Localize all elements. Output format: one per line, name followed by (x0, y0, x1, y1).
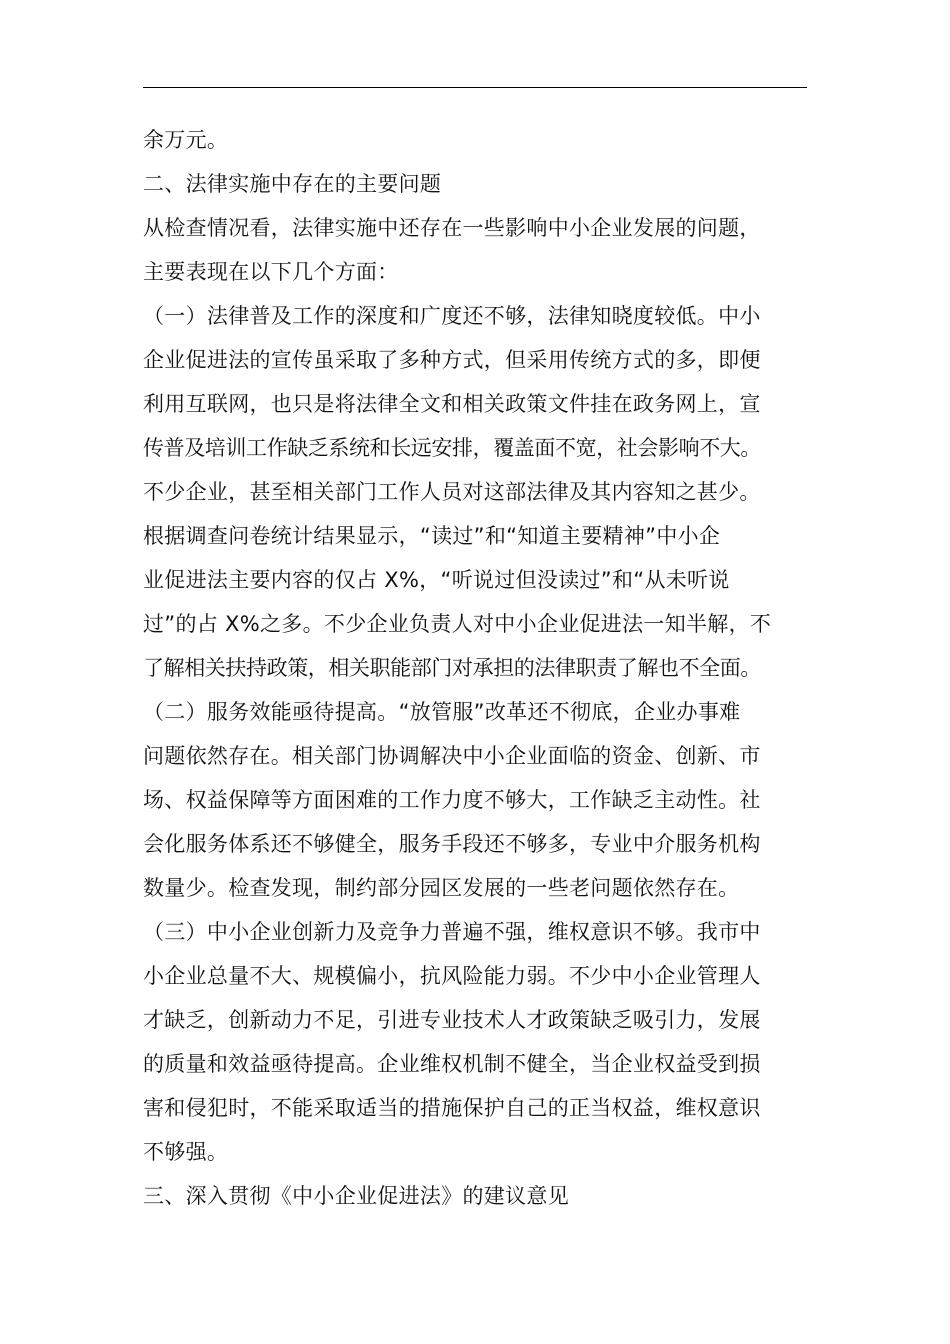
text-line: 的质量和效益亟待提高。企业维权机制不健全，当企业权益受到损 (143, 1052, 761, 1076)
text-line: 利用互联网，也只是将法律全文和相关政策文件挂在政务网上，宣 (143, 392, 761, 416)
text-line: （二）服务效能亟待提高。“放管服”改革还不彻底，企业办事难 (143, 700, 741, 724)
text-line: 业促进法主要内容的仅占 X%，“听说过但没读过”和“从未听说 (143, 568, 730, 592)
text-line: 害和侵犯时，不能采取适当的措施保护自己的正当权益，维权意识 (143, 1096, 761, 1120)
text-line: （三）中小企业创新力及竞争力普遍不强，维权意识不够。我市中 (143, 920, 761, 944)
text-line: （一）法律普及工作的深度和广度还不够，法律知晓度较低。中小 (143, 304, 761, 328)
text-line: 会化服务体系还不够健全，服务手段还不够多，专业中介服务机构 (143, 832, 761, 856)
text-line: 过”的占 X%之多。不少企业负责人对中小企业促进法一知半解，不 (143, 612, 772, 636)
header-rule (143, 87, 807, 88)
document-body (143, 118, 823, 1218)
text-line: 传普及培训工作缺乏系统和长远安排，覆盖面不宽，社会影响不大。 (143, 436, 761, 460)
text-line: 场、权益保障等方面困难的工作力度不够大，工作缺乏主动性。社 (143, 788, 761, 812)
text-line: 数量少。检查发现，制约部分园区发展的一些老问题依然存在。 (143, 876, 740, 900)
section-heading: 三、深入贯彻《中小企业促进法》的建议意见 (143, 1184, 569, 1208)
text-line: 不够强。 (143, 1140, 229, 1164)
text-line: 了解相关扶持政策，相关职能部门对承担的法律职责了解也不全面。 (143, 656, 761, 680)
text-line: 根据调查问卷统计结果显示，“读过”和“知道主要精神”中小企 (143, 524, 721, 548)
text-line: 不少企业，甚至相关部门工作人员对这部法律及其内容知之甚少。 (143, 480, 761, 504)
text-line: 主要表现在以下几个方面： (143, 260, 399, 284)
text-line: 小企业总量不大、规模偏小，抗风险能力弱。不少中小企业管理人 (143, 964, 761, 988)
text-line: 问题依然存在。相关部门协调解决中小企业面临的资金、创新、市 (143, 744, 761, 768)
text-line: 余万元。 (143, 128, 229, 152)
section-heading: 二、法律实施中存在的主要问题 (143, 172, 442, 196)
text-line: 才缺乏，创新动力不足，引进专业技术人才政策缺乏吸引力，发展 (143, 1008, 761, 1032)
text-line: 从检查情况看，法律实施中还存在一些影响中小企业发展的问题， (143, 216, 761, 240)
text-line: 企业促进法的宣传虽采取了多种方式，但采用传统方式的多，即便 (143, 348, 761, 372)
